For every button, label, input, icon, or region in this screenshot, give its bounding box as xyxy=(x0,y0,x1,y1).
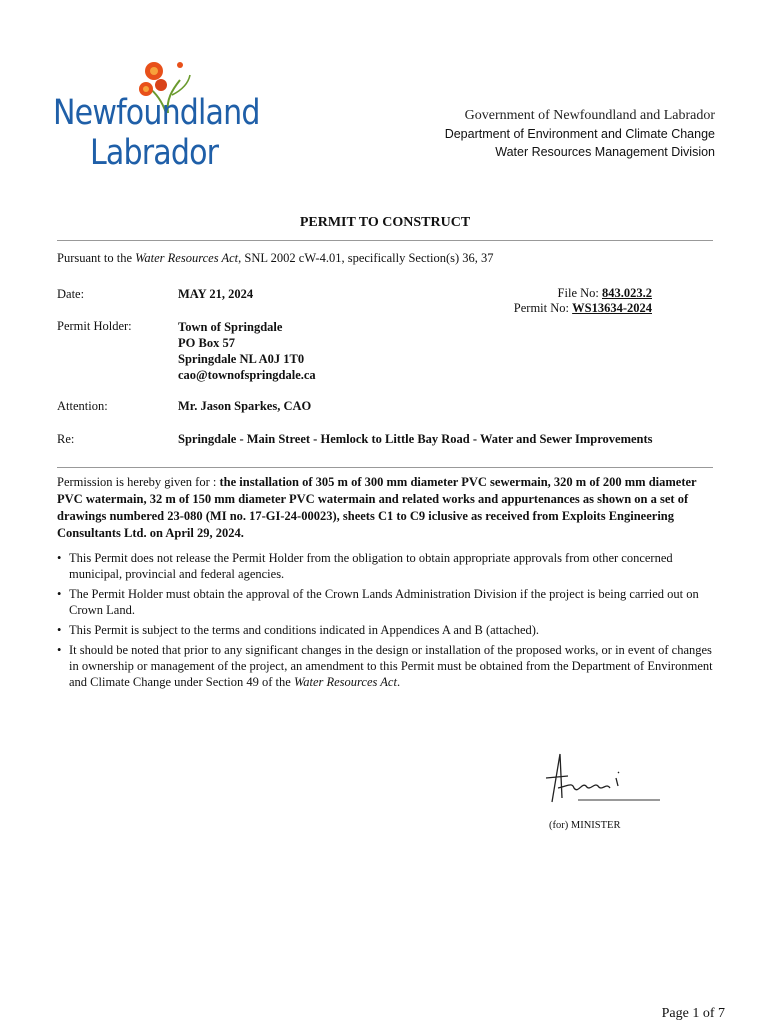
attention-value: Mr. Jason Sparkes, CAO xyxy=(178,399,312,413)
pursuant-prefix: Pursuant to the xyxy=(57,251,136,265)
file-number-label: File No: xyxy=(557,286,602,300)
re-label: Re: xyxy=(57,432,75,446)
permission-statement xyxy=(57,474,717,542)
pursuant-suffix: , SNL 2002 cW-4.01, specifically Section(s) 36, 37 xyxy=(238,251,494,265)
divider xyxy=(57,467,713,468)
attention-label: Attention: xyxy=(57,399,108,413)
permit-holder-address xyxy=(178,319,316,383)
holder-po-box: PO Box 57 xyxy=(178,336,235,350)
list-item xyxy=(57,550,717,582)
holder-email: cao@townofspringdale.ca xyxy=(178,368,316,382)
act-name: Water Resources Act xyxy=(293,675,397,689)
document-title: PERMIT TO CONSTRUCT xyxy=(299,215,471,230)
file-number: 843.023.2 xyxy=(602,286,652,300)
bullet: • xyxy=(57,551,62,565)
list-item xyxy=(57,622,717,638)
condition-text: This Permit is subject to the terms and conditions indicated in Appendices A and B (attached). xyxy=(69,623,540,637)
permission-lead: Permission is hereby given for : xyxy=(57,475,220,489)
permit-number-line xyxy=(514,301,652,316)
file-number-line xyxy=(514,286,652,301)
file-permit-numbers xyxy=(514,286,652,316)
division-name: Water Resources Management Division xyxy=(495,145,715,159)
permit-holder-label: Permit Holder: xyxy=(57,319,132,333)
logo-word-newfoundland: Newfoundland xyxy=(53,93,260,133)
newfoundland-labrador-logo xyxy=(50,55,265,180)
condition-text: It should be noted that prior to any significant changes in the design or installation of the proposed works, or in event of changes in ownership or management of the project, an amendment to this Permit must be obtained from the Department of Environment and Climate Change under Section 49 of the xyxy=(69,643,713,689)
government-name: Government of Newfoundland and Labrador xyxy=(464,108,715,123)
conditions-list xyxy=(57,550,717,694)
date-value: MAY 21, 2024 xyxy=(178,287,254,301)
permission-body: the installation of 305 m of 300 mm diameter PVC sewermain, 320 m of 200 mm diameter PVC watermain, 32 m of 150 mm diameter PVC watermain and related works and appurtenances as shown on a set of drawings numbered 23-080 (MI no. 17-GI-24-00023), sheets C1 to C9 iclusive as received from Exploits Engineering Consultants Ltd. on April 29, 2024. xyxy=(57,475,697,540)
condition-text: The Permit Holder must obtain the approval of the Crown Lands Administration Division if the project is being carried out on Crown Land. xyxy=(69,587,699,617)
condition-end: . xyxy=(396,675,401,689)
re-subject: Springdale - Main Street - Hemlock to Little Bay Road - Water and Sewer Improvements xyxy=(178,432,653,446)
logo-word-labrador: Labrador xyxy=(90,133,219,173)
list-item xyxy=(57,586,717,618)
department-name: Department of Environment and Climate Change xyxy=(444,127,715,141)
date-label: Date: xyxy=(57,287,85,301)
act-name: Water Resources Act xyxy=(135,251,239,265)
permit-number-label: Permit No: xyxy=(513,301,573,315)
bullet: • xyxy=(57,587,62,601)
pursuant-statement xyxy=(57,251,494,266)
list-item xyxy=(57,642,717,690)
minister-signature xyxy=(538,748,668,808)
permit-number: WS13634-2024 xyxy=(572,301,652,315)
holder-city: Springdale NL A0J 1T0 xyxy=(178,352,305,366)
page-number: Page 1 of 7 xyxy=(661,1006,725,1021)
bullet: • xyxy=(57,643,62,657)
divider xyxy=(57,240,713,241)
holder-name: Town of Springdale xyxy=(178,320,283,334)
bullet: • xyxy=(57,623,62,637)
condition-text: This Permit does not release the Permit Holder from the obligation to obtain appropriate approvals from other concerned municipal, provincial and federal agencies. xyxy=(69,551,673,581)
signature-caption: (for) MINISTER xyxy=(549,820,621,831)
